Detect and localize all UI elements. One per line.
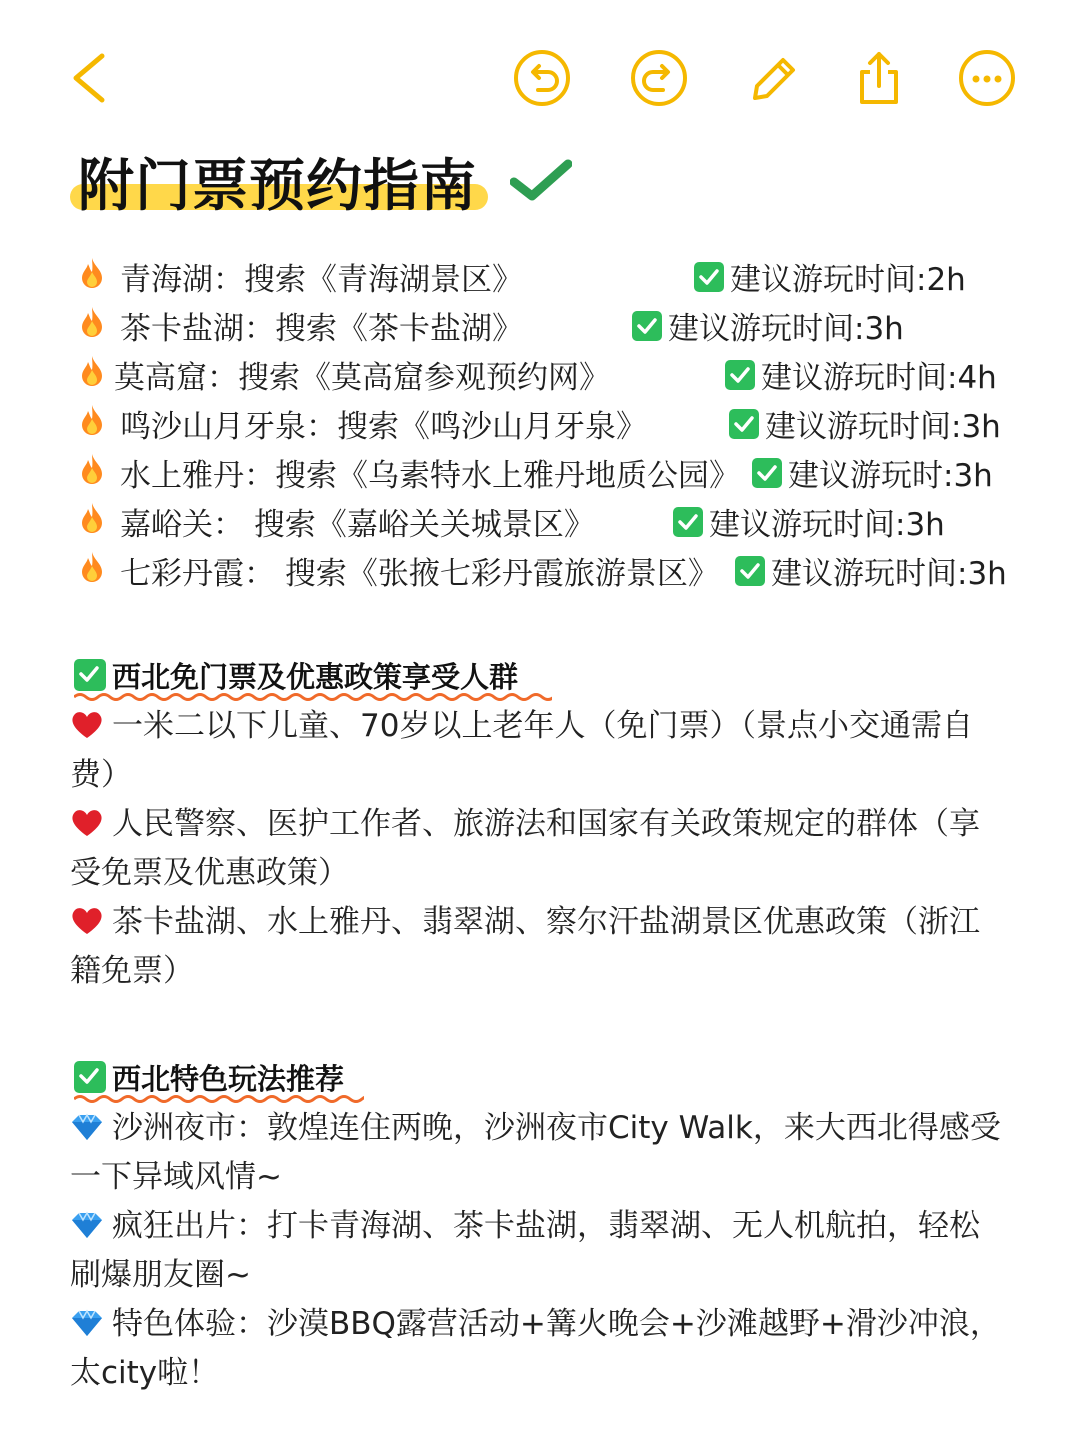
duration-text: 建议游玩时:3h (788, 458, 993, 494)
attraction-text: 鸣沙山月牙泉：搜索《鸣沙山月牙泉》 (120, 409, 647, 445)
heart-icon (70, 710, 104, 740)
check-box-icon (74, 659, 106, 691)
duration-text: 建议游玩时间:3h (771, 556, 1007, 592)
duration-text: 建议游玩时间:3h (668, 311, 904, 347)
list-item (0, 495, 1080, 543)
wavy-underline (74, 1094, 364, 1104)
fire-icon (78, 452, 106, 486)
fire-icon (78, 305, 106, 339)
list-item (70, 1104, 1010, 1202)
fire-icon (78, 256, 106, 290)
more-icon[interactable] (957, 48, 1017, 108)
list-item (70, 898, 1010, 996)
check-box-icon (735, 556, 765, 586)
heart-icon (70, 906, 104, 936)
duration-text: 建议游玩时间:3h (709, 507, 945, 543)
check-box-icon (673, 507, 703, 537)
duration-tip (694, 254, 966, 299)
attraction-text: 青海湖：搜索《青海湖景区》 (120, 262, 523, 298)
list-item (70, 800, 1010, 898)
diamond-icon (70, 1210, 104, 1240)
section-title: 西北免门票及优惠政策享受人群 (112, 659, 519, 694)
policy-text: 人民警察、医护工作者、旅游法和国家有关政策规定的群体（享受免票及优惠政策） (70, 806, 980, 891)
fire-icon (78, 550, 106, 584)
attraction-text: 水上雅丹：搜索《乌素特水上雅丹地质公园》 (120, 458, 740, 494)
duration-tip (729, 401, 1001, 446)
attraction-text: 嘉峪关： 搜索《嘉峪关关城景区》 (120, 507, 595, 543)
duration-tip (725, 352, 997, 397)
list-item (70, 702, 1010, 800)
duration-tip (752, 450, 993, 495)
check-box-icon (729, 409, 759, 439)
chevron-left-icon[interactable] (62, 48, 122, 108)
list-item (0, 397, 1080, 445)
check-box-icon (752, 458, 782, 488)
fire-icon (78, 354, 106, 388)
check-box-icon (694, 262, 724, 292)
redo-icon[interactable] (629, 48, 689, 108)
activity-text: 疯狂出片：打卡青海湖、茶卡盐湖，翡翠湖、无人机航拍，轻松刷爆朋友圈~ (70, 1208, 980, 1293)
checkmark-icon (510, 158, 572, 202)
list-item (0, 348, 1080, 396)
list-item (0, 446, 1080, 494)
undo-icon[interactable] (512, 48, 572, 108)
duration-text: 建议游玩时间:4h (761, 360, 997, 396)
section-heading-discounts (74, 652, 518, 698)
list-item (0, 250, 1080, 298)
policy-text: 一米二以下儿童、70岁以上老年人（免门票）（景点小交通需自费） (70, 708, 973, 793)
activity-text: 沙洲夜市：敦煌连住两晚，沙洲夜市City Walk，来大西北得感受一下异域风情~ (70, 1110, 1001, 1195)
wavy-underline (74, 692, 552, 702)
share-icon[interactable] (848, 48, 908, 108)
list-item (70, 1300, 1010, 1398)
list-item (70, 1202, 1010, 1300)
fire-icon (78, 501, 106, 535)
check-box-icon (725, 360, 755, 390)
heart-icon (70, 808, 104, 838)
duration-tip (735, 548, 1007, 593)
attraction-text: 七彩丹霞： 搜索《张掖七彩丹霞旅游景区》 (120, 556, 719, 592)
list-item (0, 544, 1080, 592)
list-item (0, 299, 1080, 347)
section-heading-activities (74, 1054, 344, 1100)
diamond-icon (70, 1308, 104, 1338)
attraction-text: 茶卡盐湖：搜索《茶卡盐湖》 (120, 311, 523, 347)
duration-tip (673, 499, 945, 544)
check-box-icon (632, 311, 662, 341)
policy-text: 茶卡盐湖、水上雅丹、翡翠湖、察尔汗盐湖景区优惠政策（浙江籍免票） (70, 904, 980, 989)
duration-tip (632, 303, 904, 348)
check-box-icon (74, 1061, 106, 1093)
pencil-icon[interactable] (743, 48, 803, 108)
duration-text: 建议游玩时间:3h (765, 409, 1001, 445)
diamond-icon (70, 1112, 104, 1142)
attraction-text: 莫高窟：搜索《莫高窟参观预约网》 (114, 360, 610, 396)
page-title: 附门票预约指南 (78, 154, 477, 219)
top-toolbar (0, 0, 1080, 150)
section-title: 西北特色玩法推荐 (112, 1061, 345, 1096)
fire-icon (78, 403, 106, 437)
duration-text: 建议游玩时间:2h (730, 262, 966, 298)
activity-text: 特色体验：沙漠BBQ露营活动+篝火晚会+沙滩越野+滑沙冲浪，太city啦！ (70, 1306, 1001, 1391)
